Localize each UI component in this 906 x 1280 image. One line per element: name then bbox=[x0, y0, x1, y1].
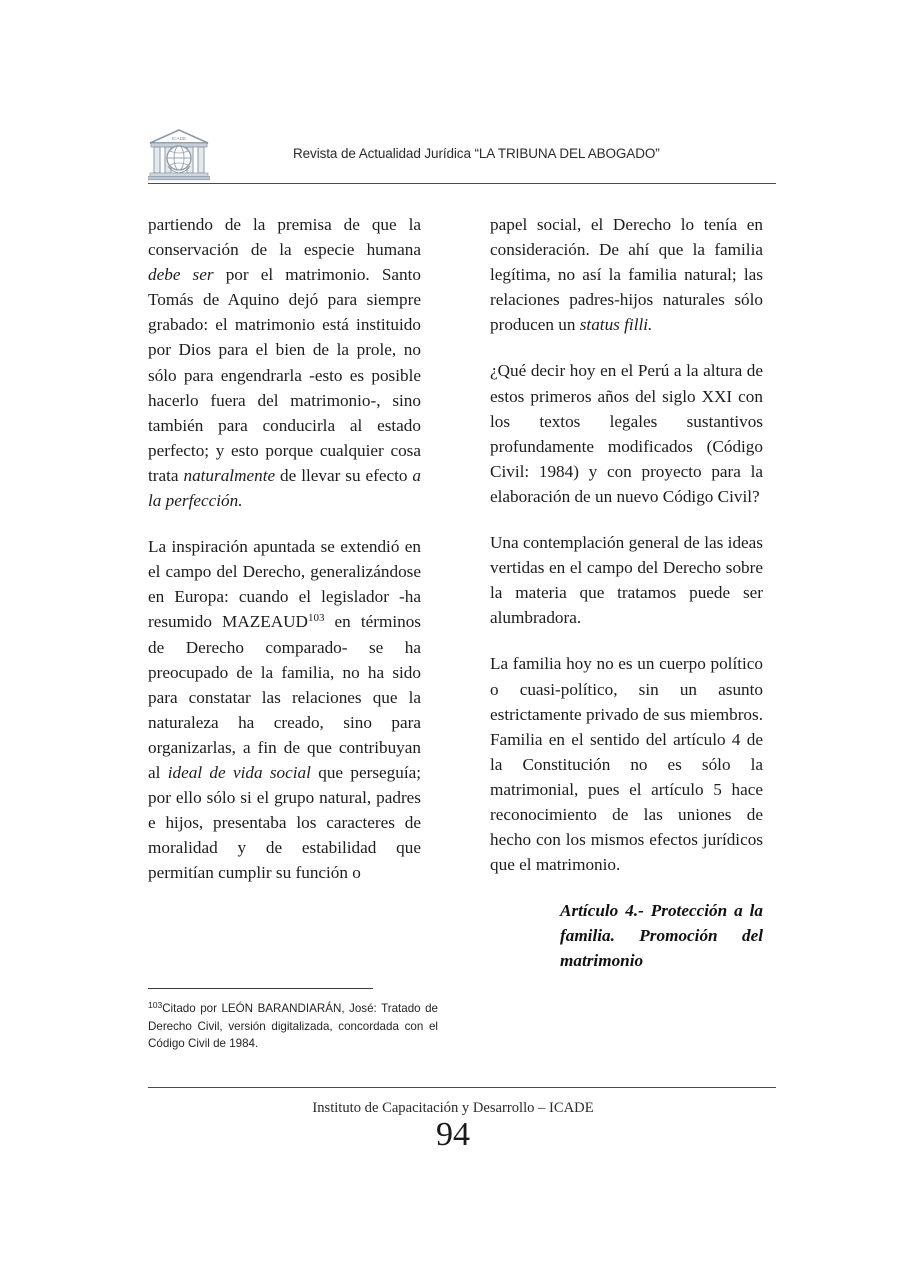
paragraph bbox=[490, 358, 763, 509]
text-run: La familia hoy no es un cuerpo político o cuasi-político, sin un asunto estrictamente privado de sus miembros. Familia en el sentido del artículo 4 de la Constitución no es sólo la matrimonial, pues el artículo 5 hace reconocimiento de las uniones de hecho con los mismos efectos jurídicos que el matrimonio. bbox=[490, 654, 763, 875]
italic-run: a la perfección. bbox=[148, 465, 421, 511]
icade-logo-icon bbox=[148, 128, 210, 182]
text-run: de llevar su efecto bbox=[275, 465, 413, 485]
page-header bbox=[148, 128, 776, 184]
header-title: Revista de Actualidad Jurídica “LA TRIBUNA DEL ABOGADO” bbox=[293, 146, 660, 161]
paragraph bbox=[148, 534, 421, 885]
footer-institution: Instituto de Capacitación y Desarrollo – ICADE bbox=[312, 1100, 594, 1116]
footnote-marker: 103 bbox=[148, 999, 163, 1010]
italic-run: ideal de vida social bbox=[167, 762, 311, 782]
text-run: ¿Qué decir hoy en el Perú a la altura de estos primeros años del siglo XXI con los textos legales sustantivos profundamente modificados (Código Civil: 1984) y con proyecto para la elaboración de un nuevo Código Civil? bbox=[490, 361, 763, 506]
article-heading: Artículo 4.- Protección a la familia. Promoción del matrimonio bbox=[560, 901, 763, 971]
italic-run: naturalmente bbox=[183, 465, 276, 485]
header-divider bbox=[148, 183, 776, 184]
footnote-body: Citado por LEÓN BARANDIARÁN, José: Tratado de Derecho Civil, versión digitalizada, concordada con el Código Civil de 1984. bbox=[148, 1002, 438, 1051]
italic-run: status filli. bbox=[579, 315, 653, 335]
body-column-right bbox=[490, 212, 763, 974]
text-run: en términos de Derecho comparado- se ha preocupado de la familia, no ha sido para constatar las relaciones que la naturaleza ha creado, sino para organizarlas, a fin de que contribuyan al bbox=[148, 612, 421, 782]
page-number: 94 bbox=[436, 1116, 470, 1153]
footer-divider bbox=[148, 1087, 776, 1088]
svg-text:ICADE: ICADE bbox=[171, 136, 187, 141]
paragraph bbox=[490, 212, 763, 337]
text-run: que perseguía; por ello sólo si el grupo natural, padres e hijos, presentaba los caracteres de moralidad y de estabilidad que permitían cumplir su función o bbox=[148, 762, 421, 883]
footnote-block bbox=[148, 988, 438, 1053]
footnote-reference: 103 bbox=[307, 612, 325, 625]
text-run: La inspiración apuntada se extendió en el campo del Derecho, generalizándose en Europa: cuando el legislador -ha resumido MAZEAUD bbox=[148, 537, 421, 632]
text-run: partiendo de la premisa de que la conservación de la especie humana bbox=[148, 215, 421, 260]
footnote-separator bbox=[148, 988, 373, 989]
italic-run: debe ser bbox=[148, 265, 214, 285]
body-column-left bbox=[148, 212, 421, 885]
paragraph bbox=[490, 530, 763, 630]
footnote-text bbox=[148, 1000, 438, 1053]
paragraph bbox=[148, 212, 421, 513]
text-run: por el matrimonio. Santo Tomás de Aquino dejó para siempre grabado: el matrimonio está instituido por Dios para el bien de la prole, no sólo para engendrarla -esto es posible hacerlo fuera del matrimonio-, sino también para conducirla al estado perfecto; y esto porque cualquier cosa trata bbox=[148, 265, 421, 485]
text-run: papel social, el Derecho lo tenía en consideración. De ahí que la familia legítima, no así la familia natural; las relaciones padres-hijos naturales sólo producen un bbox=[490, 215, 763, 335]
paragraph bbox=[490, 651, 763, 877]
text-run: Una contemplación general de las ideas vertidas en el campo del Derecho sobre la materia que tratamos puede ser alumbradora. bbox=[490, 533, 763, 628]
